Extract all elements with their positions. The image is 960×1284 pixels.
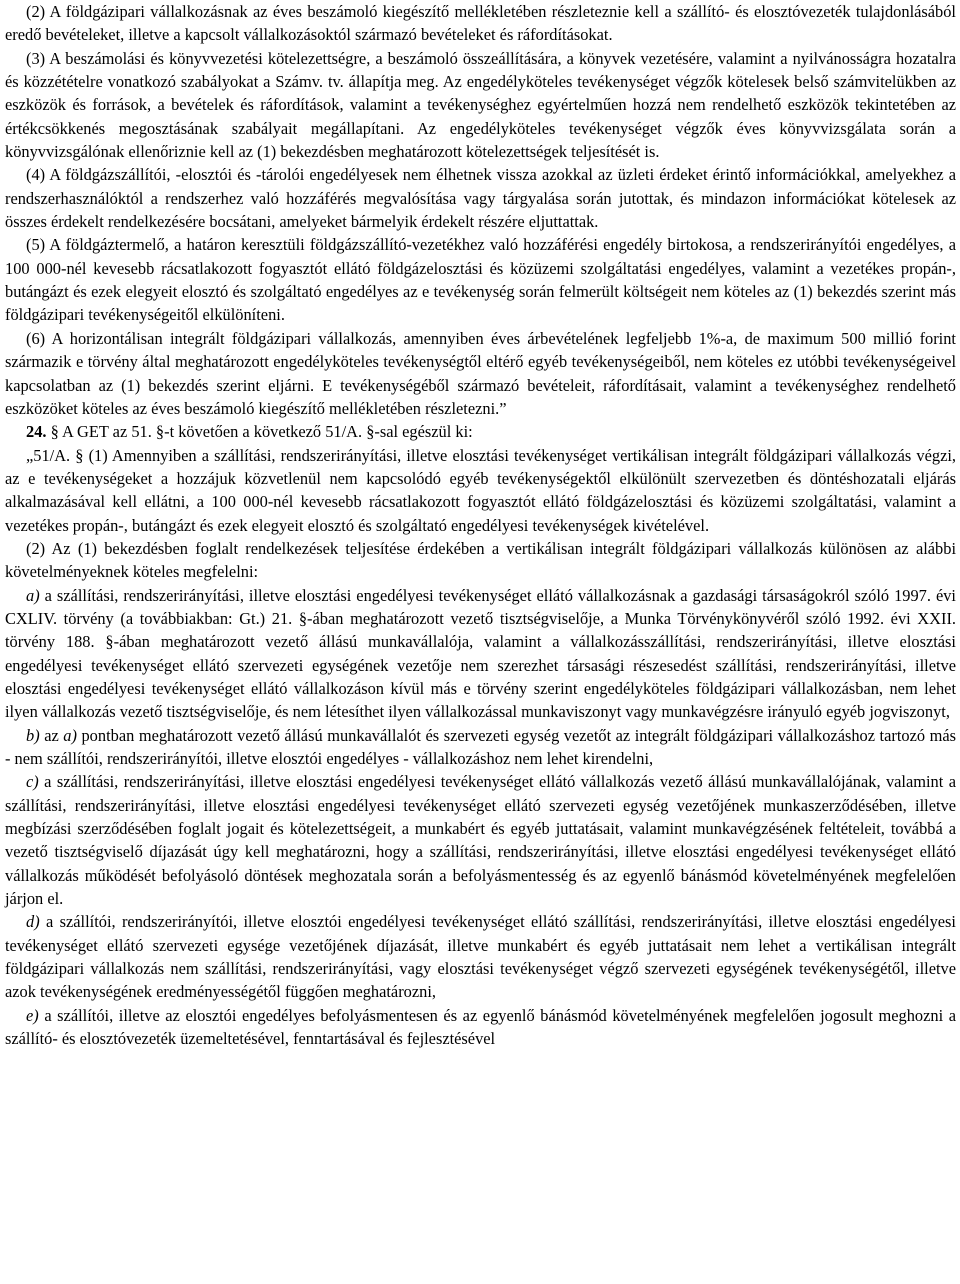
paragraph-51a-1: „51/A. § (1) Amennyiben a szállítási, rendszerirányítási, illetve elosztási tevékenységet vertikálisan integrált földgázipari vállalkozás végzi, az e tevékenységeket a hozzájuk közvetlenül nem kapcsolódó egyéb tevékenységektől elkülönült szervezetben és döntéshozatali eljárás alkalmazásával kell ellátni, a 100 000-nél kevesebb rácsatlakozott fogyasztót ellátó földgázelosztási és közüzemi szolgáltatási, valamint a vezetékes propán-, butángázt és ezek elegyeit elosztó és szolgáltató engedélyesi tevékenységek kivételével. bbox=[5, 445, 956, 535]
paragraph-4: (4) A földgázszállítói, -elosztói és -tárolói engedélyesek nem élhetnek vissza azokkal az üzleti érdeket érintő információkkal, amelyekhez a rendszerhasználóktól a rendszerhez való hozzáférés megvalósítása vagy tárgyalása során jutottak, és mindazon információkat kötelesek az összes érdekelt rendelkezésére bocsátani, amelyeket bármelyik érdekelt részére eljuttattak. bbox=[5, 165, 956, 232]
item-label: e) bbox=[26, 1005, 39, 1025]
item-text: az bbox=[39, 725, 64, 745]
item-text: pontban meghatározott vezető állású munkavállalót és szervezeti egység vezetőt az integrált földgázipari vállalkozáshoz tartozó más - nem szállítói, rendszerirányítói, illetve elosztói engedélyes - vállalkozáshoz nem lehet kirendelni, bbox=[5, 725, 956, 768]
item-reference: a) bbox=[63, 725, 77, 745]
item-label: d) bbox=[26, 912, 40, 932]
item-text: a szállítói, illetve az elosztói engedélyes befolyásmentesen és az egyenlő bánásmód követelményének megfelelően jogosult meghozni a szállító- és elosztóvezeték üzemeltetésével, fenntartásával és fejlesztésével bbox=[5, 1005, 956, 1049]
list-item-b bbox=[5, 724, 956, 771]
paragraph-6: (6) A horizontálisan integrált földgázipari vállalkozás, amennyiben éves árbevételének legfeljebb 1%-a, de maximum 500 millió forint származik e törvény által meghatározott engedélyköteles tevékenységtől eltérő egyéb tevékenységeiből, nem köteles ez utóbbi tevékenységeivel kapcsolatban az (1) bekezdés szerint eljárni. E tevékenységéből származó bevételeit, ráfordításait, valamint a tevékenységhez rendelhető eszközöket köteles az éves beszámoló kiegészítő mellékletében részletezni.” bbox=[5, 328, 956, 418]
item-label: c) bbox=[26, 772, 39, 792]
paragraph-3: (3) A beszámolási és könyvvezetési kötelezettségre, a beszámoló összeállítására, a könyvek vezetésére, valamint a nyilvánosságra hozatalra és közzétételre vonatkozó szabályokat a Számv. tv. állapítja meg. Az engedélyköteles tevékenységet végzők kötelesek belső számvitelükben az eszközök és források, a bevételek és ráfordítások, valamint a tevékenységhez egyértelműen hozzá nem rendelhető eszközök tekintetében az értékcsökkenés megosztásának szabályait megállapítani. Az engedélyköteles tevékenységet végzők éves könyvvizsgálata során a könyvvizsgálónak ellenőriznie kell az (1) bekezdésben meghatározott kötelezettségek teljesítését is. bbox=[5, 48, 956, 162]
item-text: a szállítási, rendszerirányítási, illetve elosztási engedélyesi tevékenységet ellátó vállalkozás vezető állású munkavállalójának, valamint a szállítási, rendszerirányítási, illetve elosztási engedélyesi tevékenységet ellátó szervezeti egység vezetőjének munkaszerződésében, illetve megbízási szerződésében foglalt jogait és kötelezettségeit, a munkabért és egyéb juttatásait, valamint munkavégzésének feltételeit, továbbá a vezető tisztségviselő díjazását úgy kell meghatározni, hogy a szállítási, rendszerirányítási, illetve elosztási engedélyesi tevékenységet ellátó vállalkozás működését befolyásoló döntések meghozatala során a befolyásmentesség és az egyenlő bánásmód követelményének megfelelően járjon el. bbox=[5, 772, 956, 909]
list-item-a bbox=[5, 584, 956, 724]
list-item-e bbox=[5, 1004, 956, 1051]
section-number: 24. bbox=[26, 422, 47, 442]
paragraph-5: (5) A földgáztermelő, a határon keresztüli földgázszállító-vezetékhez való hozzáférési engedély birtokosa, a rendszerirányítói engedélyes, a 100 000-nél kevesebb rácsatlakozott fogyasztót ellátó földgázelosztási és közüzemi szolgáltatási engedélyes, valamint a vezetékes propán-, butángázt és ezek elegyeit elosztó és szolgáltató engedélyes az e tevékenység során felmerült költségeit nem köteles az (1) bekezdés szerint más földgázipari tevékenységeitől elkülöníteni. bbox=[5, 235, 956, 325]
item-text: a szállítási, rendszerirányítási, illetve elosztási engedélyesi tevékenységet ellátó vállalkozásnak a gazdasági társaságokról szóló 1997. évi CXLIV. törvény (a továbbiakban: Gt.) 21. §-ában meghatározott vezető tisztségviselője, a Munka Törvénykönyvéről szóló 1992. évi XXII. törvény 188. §-ában meghatározott vezető állású munkavállalója, valamint a vállalkozásszállítási, rendszerirányítási, illetve elosztási engedélyesi tevékenységet ellátó szervezeti egységének vezetője nem szerezhet társasági részesedést szállítási, rendszerirányítási, illetve elosztási engedélyesi tevékenységet ellátó vállalkozáson kívül más e törvény szerint engedélyköteles földgázipari vállalkozásban, nem lehet ilyen vállalkozás vezető tisztségviselője, és nem létesíthet ilyen vállalkozással munkaviszonyt vagy munkavégzésre irányuló egyéb jogviszonyt, bbox=[5, 585, 956, 722]
list-item-c bbox=[5, 770, 956, 910]
paragraph-2: (2) A földgázipari vállalkozásnak az éves beszámoló kiegészítő mellékletében részleteznie kell a szállító- és elosztóvezeték tulajdonlásából eredő bevételeket, illetve a kapcsolt vállalkozásoktól származó bevételeket és ráfordításokat. bbox=[5, 2, 956, 45]
section-24-text: § A GET az 51. §-t követően a következő 51/A. §-sal egészül ki: bbox=[46, 422, 473, 442]
item-label: b) bbox=[26, 725, 40, 745]
paragraph-51a-2: (2) Az (1) bekezdésben foglalt rendelkezések teljesítése érdekében a vertikálisan integrált földgázipari vállalkozás különösen az alábbi követelményeknek köteles megfelelni: bbox=[5, 538, 956, 582]
item-label: a) bbox=[26, 585, 40, 605]
section-24-heading bbox=[5, 420, 956, 443]
item-text: a szállítói, rendszerirányítói, illetve elosztói engedélyesi tevékenységet ellátó szállítási, rendszerirányítási, illetve elosztási engedélyesi tevékenységet ellátó szervezeti egysége vezetőjének díjazását, illetve munkabért és egyéb juttatásait nem lehet a vertikálisan integrált földgázipari vállalkozás nem szállítási, rendszerirányítási, vagy elosztási tevékenységet végző szervezeti egységének tevékenységétől, illetve azok tevékenységének eredményességétől függően meghatározni, bbox=[5, 912, 956, 1002]
list-item-d bbox=[5, 910, 956, 1003]
